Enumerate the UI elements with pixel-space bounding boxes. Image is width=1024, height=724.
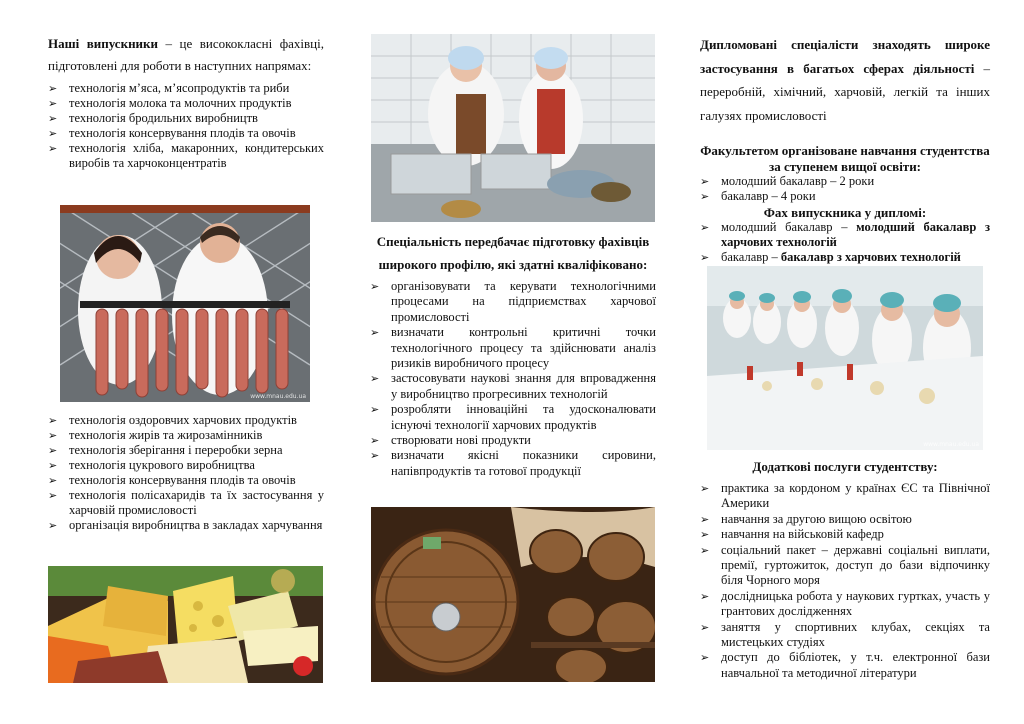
service-item: ➢ дослідницька робота у наукових гуртках, участь у грантових дослідженнях bbox=[700, 589, 990, 620]
services-list bbox=[700, 481, 990, 681]
photo-watermark: www.mnau.edu.ua bbox=[250, 393, 306, 400]
directions-list-a bbox=[48, 81, 324, 171]
heading-part-b: профілю bbox=[439, 257, 492, 272]
workers-fish-photo bbox=[371, 34, 655, 222]
service-item: ➢ практика за кордоном у країнах ЄС та Північної Америки bbox=[700, 481, 990, 512]
skill-item: ➢ організовувати та керувати технологічними процесами на підприємствах харчової промисловості bbox=[370, 279, 656, 325]
graduates-spheres-intro bbox=[700, 33, 990, 127]
direction-item: ➢ технологія консервування плодів та овочів bbox=[48, 473, 324, 488]
tasting-image bbox=[707, 266, 983, 450]
direction-item: ➢ технологія оздоровчих харчових продуктів bbox=[48, 413, 324, 428]
direction-item: ➢ технологія консервування плодів та овочів bbox=[48, 126, 324, 141]
skill-item: ➢ визначати контрольні критичні точки технологічного процесу та здійснювати аналіз ризиків виробничого процесу bbox=[370, 325, 656, 371]
diploma-item bbox=[700, 250, 990, 265]
skill-item: ➢ застосовувати наукові знання для впровадження у виробництво прогресивних технологій bbox=[370, 371, 656, 402]
skill-item: ➢ визначати якісні показники сировини, напівпродуктів та готової продукції bbox=[370, 448, 656, 479]
direction-item: ➢ технологія хліба, макаронних, кондитерських виробів та харчоконцентратів bbox=[48, 141, 324, 171]
direction-item: ➢ організація виробництва в закладах харчування bbox=[48, 518, 324, 533]
diploma-heading: Фах випускника у дипломі: bbox=[763, 205, 927, 220]
faculty-heading: Факультетом організоване навчання студентства за ступенем вищої освіти: bbox=[700, 143, 990, 174]
service-item: ➢ навчання на військовій кафедр bbox=[700, 527, 990, 542]
intro-rest: – це висококласні фахівці, підготовлені для роботи в наступних напрямах: bbox=[48, 36, 324, 73]
service-item: ➢ навчання за другою вищою освітою bbox=[700, 512, 990, 527]
diploma-level: бакалавр – bbox=[721, 250, 781, 264]
photo-watermark-2: www.mnau.edu.ua bbox=[923, 441, 979, 448]
wine-cellar-photo bbox=[371, 507, 655, 682]
diploma-level: молодший бакалавр – bbox=[721, 220, 857, 234]
direction-item: ➢ технологія полісахаридів та їх застосування у харчовій промисловості bbox=[48, 488, 324, 518]
direction-item: ➢ технологія жирів та жирозамінників bbox=[48, 428, 324, 443]
cheese-image bbox=[48, 566, 323, 683]
direction-item: ➢ технологія цукрового виробництва bbox=[48, 458, 324, 473]
direction-item: ➢ технологія бродильних виробництв bbox=[48, 111, 324, 126]
service-item: ➢ доступ до бібліотек, у т.ч. електронної бази навчальної та методичної літератури bbox=[700, 650, 990, 681]
services-heading: Додаткові послуги студентству: bbox=[752, 459, 938, 474]
direction-item: ➢ технологія молока та молочних продуктів bbox=[48, 96, 324, 111]
degree-item: ➢ бакалавр – 4 роки bbox=[700, 189, 990, 204]
graduates-intro bbox=[48, 33, 324, 77]
directions-list-b bbox=[48, 413, 324, 533]
service-item: ➢ соціальний пакет – державні соціальні виплати, премії, гуртожиток, доступ до бази відпочинку біля Чорного моря bbox=[700, 543, 990, 589]
degree-item: ➢ молодший бакалавр – 2 роки bbox=[700, 174, 990, 189]
sausage-image bbox=[60, 205, 310, 402]
heading-part-c: , які здатні кваліфіковано: bbox=[491, 257, 648, 272]
skills-list bbox=[370, 279, 656, 479]
direction-item: ➢ технологія зберігання і переробки зерна bbox=[48, 443, 324, 458]
skill-item: ➢ розробляти інноваційні та удосконалювати існуючі технології харчових продуктів bbox=[370, 402, 656, 433]
diploma-item bbox=[700, 220, 990, 250]
diploma-qualification: бакалавр з харчових технологій bbox=[780, 250, 961, 264]
direction-item: ➢ технологія м’яса, м’ясопродуктів та риби bbox=[48, 81, 324, 96]
cheese-photo bbox=[48, 566, 323, 683]
diploma-qualification: молодший бакалавр з харчових технологій bbox=[721, 220, 991, 249]
specialty-heading bbox=[370, 230, 656, 276]
spheres-rest: – переробній, хімічний, харчовій, легкій та інших галузях промисловості bbox=[700, 60, 991, 123]
heading-part-a: Спеціальність передбачає підготовку фахівців широкого bbox=[376, 234, 650, 272]
intro-lead: Наші випускники bbox=[48, 36, 159, 51]
tasting-photo bbox=[707, 266, 983, 450]
skill-item: ➢ створювати нові продукти bbox=[370, 433, 656, 448]
degrees-list bbox=[700, 174, 990, 204]
sausage-photo bbox=[60, 205, 310, 402]
diploma-list bbox=[700, 220, 990, 265]
spheres-lead: Дипломовані спеціалісти знаходять широке застосування в багатьох сферах діяльності bbox=[700, 37, 990, 76]
cellar-image bbox=[371, 507, 655, 682]
workers-image bbox=[371, 34, 655, 222]
service-item: ➢ заняття у спортивних клубах, секціях та мистецьких студіях bbox=[700, 620, 990, 651]
